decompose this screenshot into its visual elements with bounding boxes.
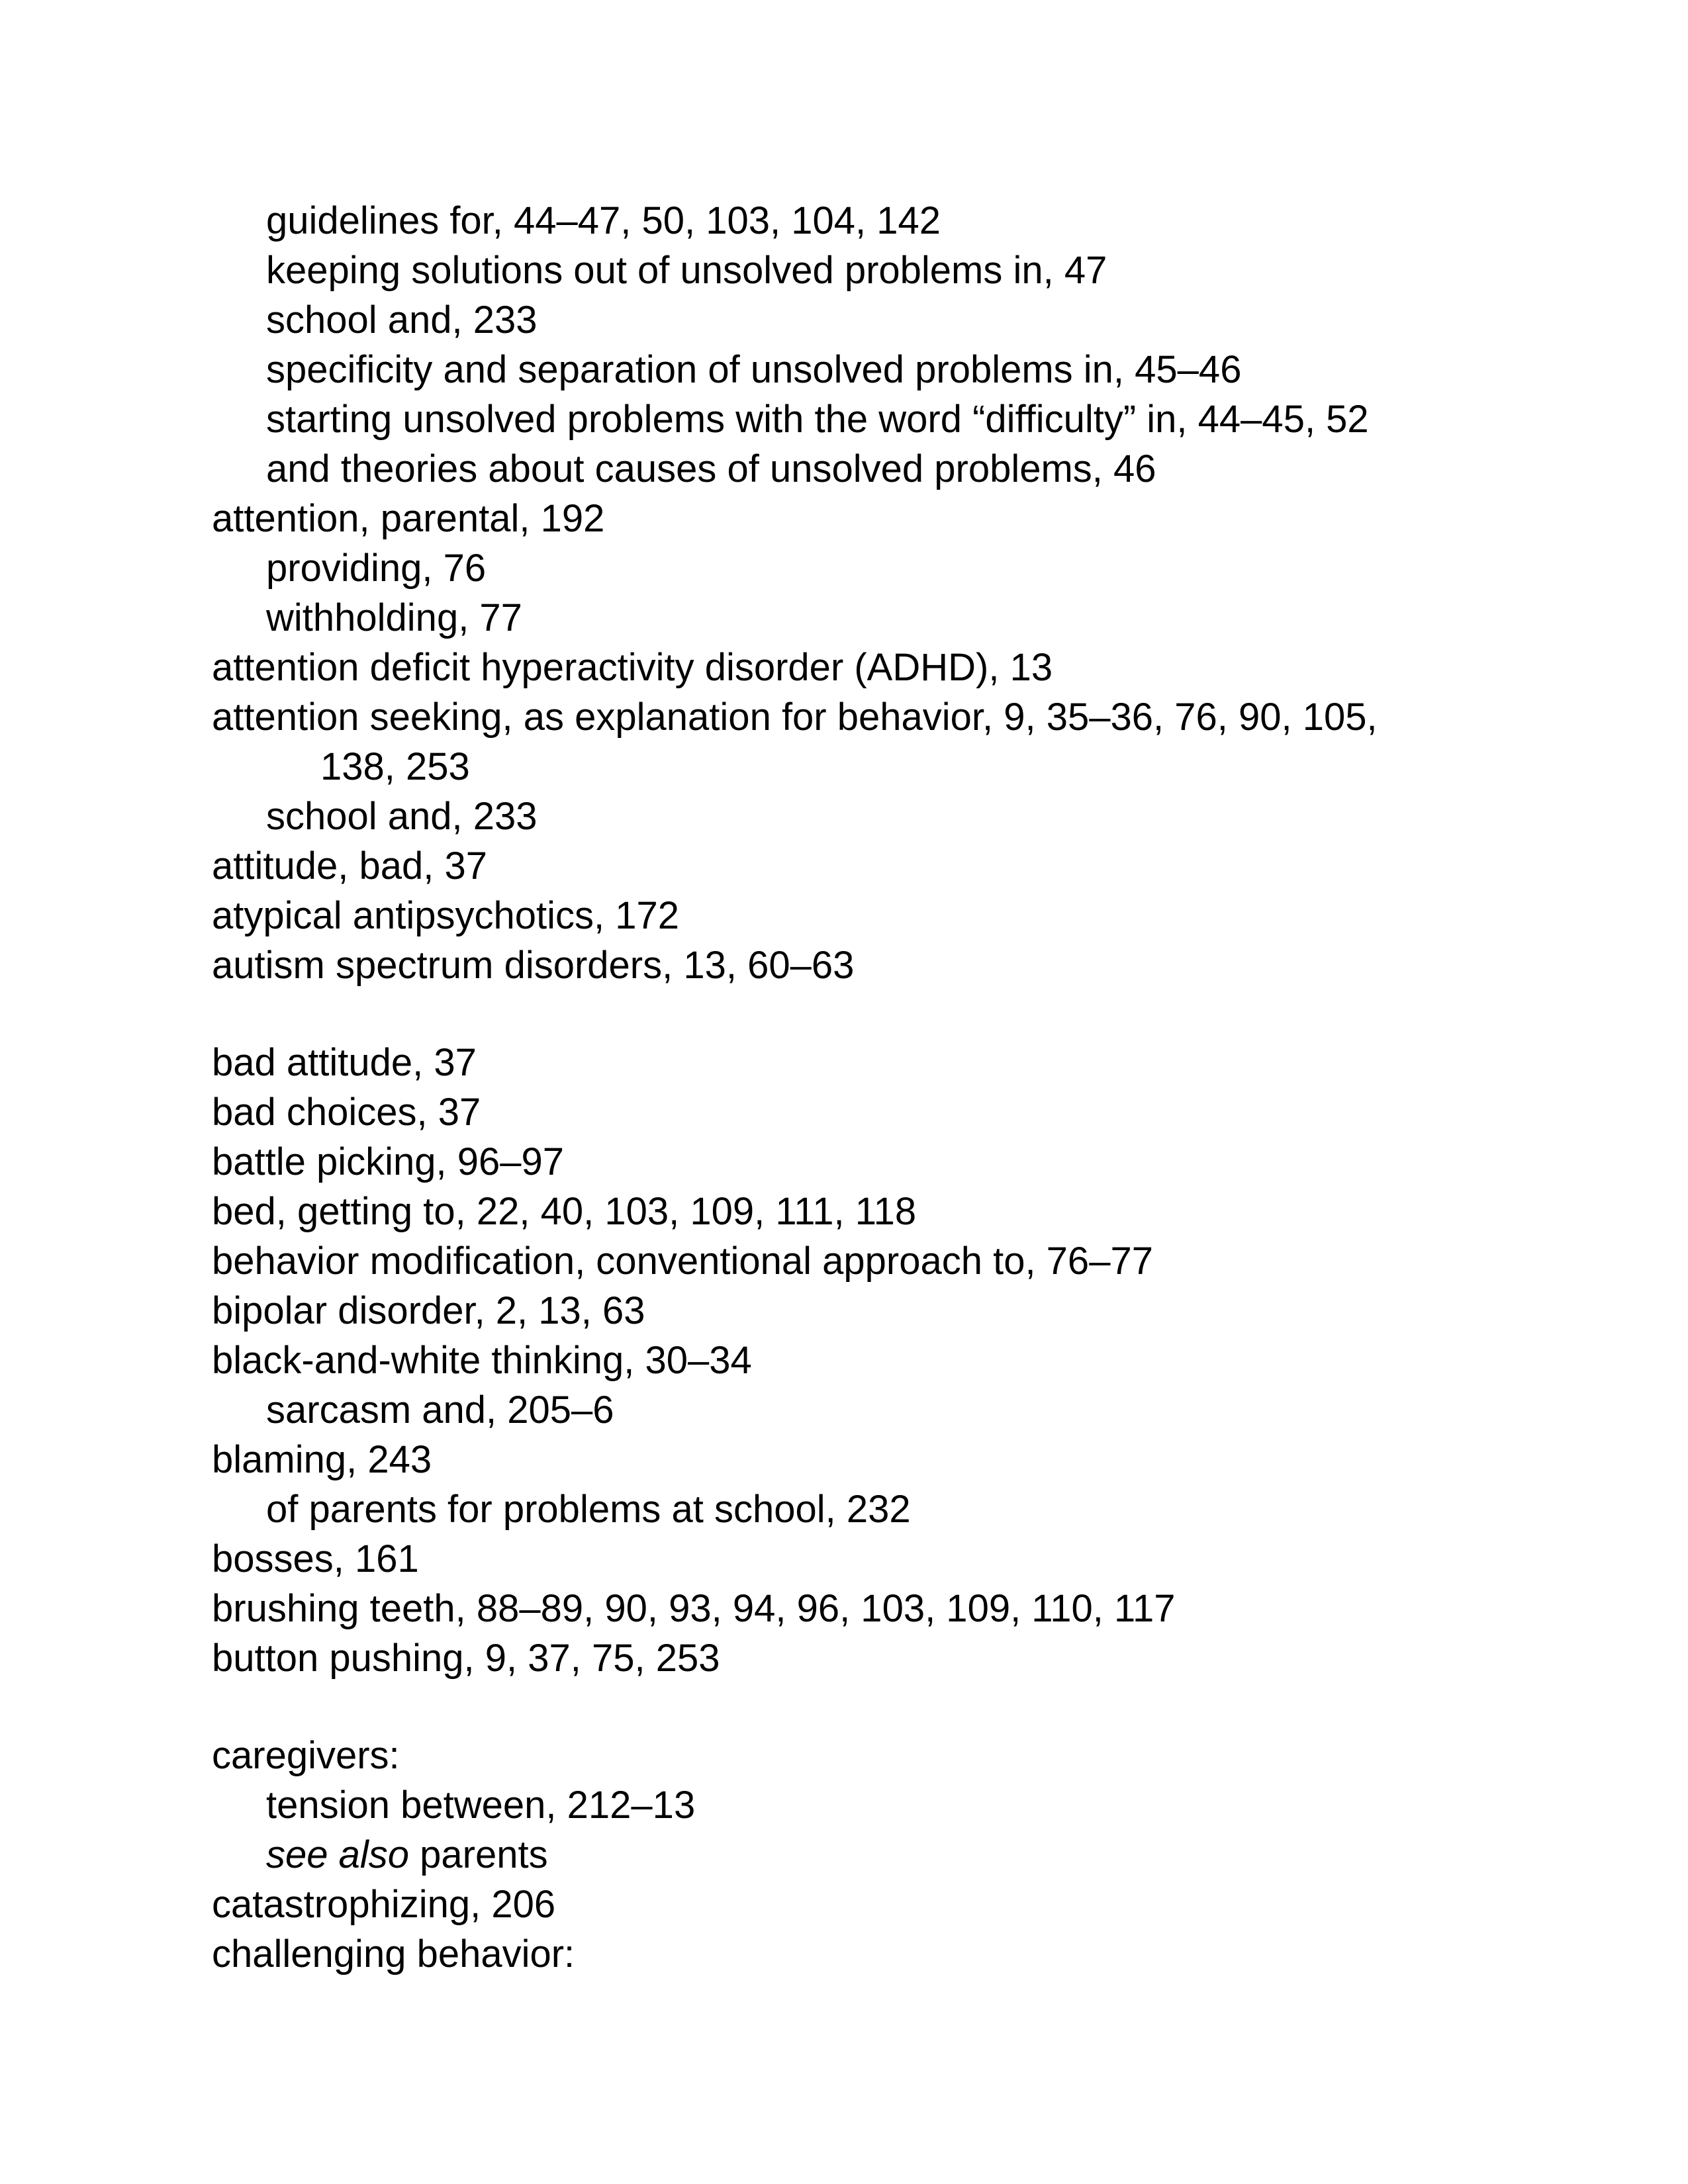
index-entry: behavior modification, conventional approach to, 76–77 [212,1240,1153,1283]
index-subentry: tension between, 212–13 [266,1784,696,1827]
index-entry: autism spectrum disorders, 13, 60–63 [212,944,855,987]
index-entry: attention, parental, 192 [212,497,605,540]
index-subentry: providing, 76 [266,547,487,590]
index-subentry: and theories about causes of unsolved problems, 46 [266,447,1156,490]
index-entry: attention seeking, as explanation for behavior, 9, 35–36, 76, 90, 105, [212,696,1378,739]
index-subentry: school and, 233 [266,795,538,838]
index-entry: bad choices, 37 [212,1091,481,1134]
index-entry: bad attitude, 37 [212,1041,477,1084]
index-subentry: guidelines for, 44–47, 50, 103, 104, 142 [266,199,941,242]
index-entry: battle picking, 96–97 [212,1140,565,1183]
index-entry: black-and-white thinking, 30–34 [212,1339,752,1382]
section-gap [212,990,1536,1038]
index-subentry: withholding, 77 [266,596,522,639]
index-subentry: 138, 253 [320,745,470,788]
index-subentry: specificity and separation of unsolved problems in, 45–46 [266,348,1242,391]
index-entry: bipolar disorder, 2, 13, 63 [212,1289,645,1332]
index-entry: caregivers: [212,1734,400,1777]
index-subentry [212,1830,1536,1880]
index-entry: attention deficit hyperactivity disorder (ADHD), 13 [212,646,1053,689]
index-subentry: sarcasm and, 205–6 [266,1388,614,1432]
index-entry: brushing teeth, 88–89, 90, 93, 94, 96, 103, 109, 110, 117 [212,1587,1176,1630]
index-entry: atypical antipsychotics, 172 [212,894,680,937]
index-subentry: keeping solutions out of unsolved problems in, 47 [266,249,1107,292]
index-entry: attitude, bad, 37 [212,844,487,887]
see-also-target: parents [409,1833,548,1876]
index-entry: challenging behavior: [212,1933,575,1976]
index-entry: bed, getting to, 22, 40, 103, 109, 111, 118 [212,1190,917,1233]
index-entry: blaming, 243 [212,1438,432,1481]
index-entry: bosses, 161 [212,1537,419,1580]
index-subentry: school and, 233 [266,298,538,341]
section-gap [212,1683,1536,1731]
index-entry: button pushing, 9, 37, 75, 253 [212,1637,720,1680]
index-entry: catastrophizing, 206 [212,1883,556,1926]
index-page [212,196,1536,1979]
see-also-label: see also [266,1833,410,1876]
index-subentry: of parents for problems at school, 232 [266,1488,911,1531]
index-subentry: starting unsolved problems with the word “difficulty” in, 44–45, 52 [266,398,1369,441]
